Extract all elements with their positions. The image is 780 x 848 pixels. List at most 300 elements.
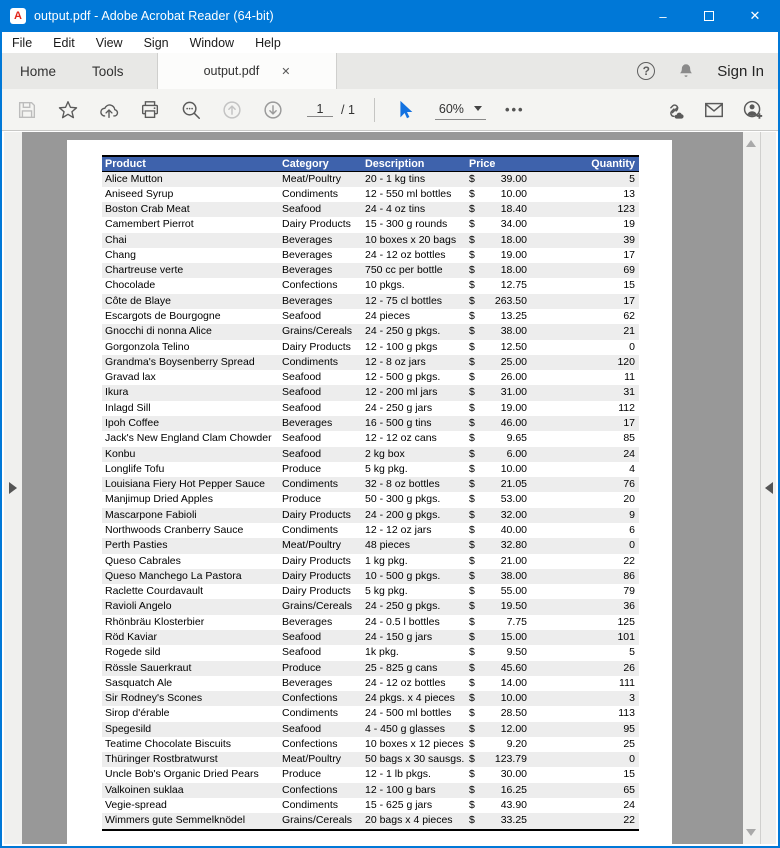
cell-description: 20 bags x 4 pieces [362, 813, 462, 829]
cell-price [462, 294, 529, 309]
pointer-icon[interactable] [394, 99, 416, 121]
table-row [102, 798, 639, 813]
cell-product: Manjimup Dried Apples [102, 492, 279, 507]
cell-product: Grandma's Boysenberry Spread [102, 355, 279, 370]
price-amount: 9.65 [506, 432, 527, 445]
price-amount: 18.00 [500, 233, 527, 246]
currency-symbol: $ [469, 799, 475, 812]
menu-view[interactable]: View [95, 35, 123, 50]
cell-quantity: 79 [529, 584, 639, 599]
cell-quantity: 24 [529, 447, 639, 462]
document-area [4, 132, 776, 844]
next-page-icon[interactable] [262, 99, 284, 121]
table-row [102, 202, 639, 217]
window-controls [640, 0, 778, 32]
price-amount: 33.25 [500, 814, 527, 827]
help-icon[interactable]: ? [637, 62, 655, 80]
cell-quantity: 4 [529, 462, 639, 477]
currency-symbol: $ [469, 355, 475, 368]
cell-category: Beverages [279, 248, 362, 263]
cell-category: Grains/Cereals [279, 813, 362, 829]
cell-category: Seafood [279, 370, 362, 385]
cell-description: 24 - 500 ml bottles [362, 706, 462, 721]
cell-description: 12 - 100 g pkgs [362, 340, 462, 355]
cell-product: Inlagd Sill [102, 401, 279, 416]
cell-category: Grains/Cereals [279, 324, 362, 339]
close-button[interactable]: ✕ [749, 8, 761, 23]
cell-quantity: 86 [529, 569, 639, 584]
account-icon[interactable] [742, 99, 764, 121]
cell-product: Chai [102, 233, 279, 248]
price-amount: 14.00 [500, 676, 527, 689]
price-amount: 19.00 [500, 248, 527, 261]
cell-quantity: 19 [529, 217, 639, 232]
cell-description: 2 kg box [362, 447, 462, 462]
tab-home[interactable]: Home [20, 63, 57, 79]
cell-category: Condiments [279, 706, 362, 721]
table-row [102, 217, 639, 232]
cell-quantity: 62 [529, 309, 639, 324]
expand-right-panel-icon[interactable] [765, 482, 773, 494]
currency-symbol: $ [469, 417, 475, 429]
cell-quantity: 11 [529, 370, 639, 385]
zoom-control[interactable] [435, 100, 486, 120]
cell-description: 15 - 300 g rounds [362, 217, 462, 232]
price-amount: 34.00 [500, 218, 527, 231]
cell-category: Condiments [279, 355, 362, 370]
price-amount: 30.00 [500, 768, 527, 781]
currency-symbol: $ [469, 371, 475, 384]
star-icon[interactable] [57, 99, 79, 121]
cell-quantity: 13 [529, 187, 639, 202]
cell-quantity: 17 [529, 248, 639, 263]
cell-quantity: 85 [529, 431, 639, 446]
price-amount: 16.25 [500, 783, 527, 796]
cell-category: Condiments [279, 477, 362, 492]
cell-product: Ipoh Coffee [102, 416, 279, 431]
share-link-icon[interactable] [664, 99, 686, 121]
table-row [102, 462, 639, 477]
cell-product: Gravad lax [102, 370, 279, 385]
table-row [102, 416, 639, 431]
cell-product: Konbu [102, 447, 279, 462]
currency-symbol: $ [469, 814, 475, 827]
cell-category: Grains/Cereals [279, 599, 362, 614]
chevron-down-icon [474, 106, 482, 111]
price-amount: 12.00 [500, 722, 527, 735]
table-row [102, 783, 639, 798]
cell-price [462, 508, 529, 523]
cell-category: Dairy Products [279, 584, 362, 599]
price-amount: 38.00 [500, 569, 527, 582]
cell-product: Queso Manchego La Pastora [102, 569, 279, 584]
cell-description: 12 - 500 g pkgs. [362, 370, 462, 385]
cell-price [462, 722, 529, 737]
table-row [102, 233, 639, 248]
currency-symbol: $ [469, 325, 475, 338]
left-panel-rail [4, 132, 22, 844]
table-row [102, 661, 639, 676]
cell-price [462, 538, 529, 553]
table-row [102, 584, 639, 599]
cell-price [462, 706, 529, 721]
cell-category: Seafood [279, 401, 362, 416]
price-amount: 45.60 [500, 661, 527, 674]
currency-symbol: $ [469, 539, 475, 552]
cell-quantity: 26 [529, 661, 639, 676]
currency-symbol: $ [469, 478, 475, 491]
cell-category: Seafood [279, 630, 362, 645]
tab-bar-right [637, 53, 764, 89]
cell-price [462, 248, 529, 263]
cell-category: Dairy Products [279, 554, 362, 569]
price-amount: 18.40 [500, 203, 527, 216]
currency-symbol: $ [469, 310, 475, 323]
cell-category: Condiments [279, 798, 362, 813]
cell-price [462, 172, 529, 187]
price-amount: 263.50 [494, 294, 527, 307]
cell-category: Beverages [279, 233, 362, 248]
cell-description: 32 - 8 oz bottles [362, 477, 462, 492]
cell-price [462, 569, 529, 584]
table-row [102, 187, 639, 202]
price-amount: 25.00 [500, 355, 527, 368]
table-row [102, 294, 639, 309]
cell-category: Condiments [279, 523, 362, 538]
cell-category: Seafood [279, 309, 362, 324]
menu-file[interactable]: File [12, 35, 33, 50]
cell-quantity: 17 [529, 416, 639, 431]
cell-price [462, 691, 529, 706]
cell-description: 24 pkgs. x 4 pieces [362, 691, 462, 706]
title-bar [2, 0, 778, 32]
price-amount: 19.00 [500, 401, 527, 414]
price-amount: 31.00 [500, 386, 527, 399]
currency-symbol: $ [469, 768, 475, 781]
table-row [102, 538, 639, 553]
cell-product: Sirop d'érable [102, 706, 279, 721]
cell-product: Jack's New England Clam Chowder [102, 431, 279, 446]
currency-symbol: $ [469, 707, 475, 720]
cell-product: Teatime Chocolate Biscuits [102, 737, 279, 752]
cell-price [462, 676, 529, 691]
cell-description: 12 - 75 cl bottles [362, 294, 462, 309]
tab-bar [2, 53, 778, 89]
cell-product: Camembert Pierrot [102, 217, 279, 232]
cell-price [462, 202, 529, 217]
price-amount: 10.00 [500, 187, 527, 200]
cell-category: Confections [279, 737, 362, 752]
cell-description: 15 - 625 g jars [362, 798, 462, 813]
cell-product: Gnocchi di nonna Alice [102, 324, 279, 339]
cell-product: Spegesild [102, 722, 279, 737]
cell-product: Thüringer Rostbratwurst [102, 752, 279, 767]
bell-icon[interactable] [677, 62, 695, 80]
table-row [102, 477, 639, 492]
cell-product: Chang [102, 248, 279, 263]
cell-category: Beverages [279, 416, 362, 431]
table-row [102, 431, 639, 446]
zoom-level: 60% [438, 101, 464, 116]
cell-category: Beverages [279, 294, 362, 309]
maximize-button[interactable] [686, 0, 732, 32]
cell-category: Produce [279, 492, 362, 507]
cell-price [462, 767, 529, 782]
currency-symbol: $ [469, 447, 475, 460]
search-icon[interactable] [180, 99, 202, 121]
cell-category: Produce [279, 767, 362, 782]
currency-symbol: $ [469, 615, 475, 628]
cloud-upload-icon[interactable] [98, 99, 120, 121]
cell-description: 10 boxes x 20 bags [362, 233, 462, 248]
currency-symbol: $ [469, 753, 475, 766]
page-navigation [307, 102, 355, 117]
cell-quantity: 0 [529, 538, 639, 553]
table-row [102, 263, 639, 278]
table-row [102, 813, 639, 829]
page-number-input[interactable] [307, 102, 333, 117]
cell-quantity: 3 [529, 691, 639, 706]
table-row [102, 278, 639, 293]
table-row [102, 599, 639, 614]
table-row [102, 752, 639, 767]
price-amount: 6.00 [506, 447, 527, 460]
table-row [102, 248, 639, 263]
cell-product: Chartreuse verte [102, 263, 279, 278]
expand-left-panel-icon[interactable] [9, 482, 17, 494]
price-amount: 13.25 [500, 310, 527, 323]
cell-category: Dairy Products [279, 340, 362, 355]
currency-symbol: $ [469, 401, 475, 414]
table-row [102, 171, 639, 187]
table-row [102, 630, 639, 645]
cell-price [462, 309, 529, 324]
cell-quantity: 0 [529, 340, 639, 355]
cell-category: Produce [279, 462, 362, 477]
cell-category: Seafood [279, 645, 362, 660]
cell-product: Mascarpone Fabioli [102, 508, 279, 523]
scroll-down-icon[interactable] [746, 829, 756, 836]
price-amount: 9.50 [506, 646, 527, 659]
price-amount: 12.75 [500, 279, 527, 292]
table-row [102, 370, 639, 385]
table-row [102, 737, 639, 752]
cell-price [462, 431, 529, 446]
currency-symbol: $ [469, 692, 475, 705]
cell-description: 24 - 250 g pkgs. [362, 599, 462, 614]
cell-product: Alice Mutton [102, 171, 279, 187]
price-amount: 38.00 [500, 325, 527, 338]
table-row [102, 309, 639, 324]
cell-quantity: 9 [529, 508, 639, 523]
cell-description: 24 - 4 oz tins [362, 202, 462, 217]
price-amount: 28.50 [500, 707, 527, 720]
cell-description: 4 - 450 g glasses [362, 722, 462, 737]
cell-quantity: 0 [529, 752, 639, 767]
cell-price [462, 783, 529, 798]
cell-category: Condiments [279, 187, 362, 202]
cell-product: Sir Rodney's Scones [102, 691, 279, 706]
currency-symbol: $ [469, 172, 475, 185]
currency-symbol: $ [469, 386, 475, 399]
header-quantity: Quantity [529, 156, 639, 171]
table-row [102, 340, 639, 355]
cell-description: 10 boxes x 12 pieces [362, 737, 462, 752]
price-amount: 53.00 [500, 493, 527, 506]
header-description: Description [362, 156, 462, 171]
table-row [102, 385, 639, 400]
toolbar [2, 89, 778, 131]
price-amount: 12.50 [500, 340, 527, 353]
currency-symbol: $ [469, 218, 475, 231]
cell-product: Queso Cabrales [102, 554, 279, 569]
print-icon[interactable] [139, 99, 161, 121]
cell-product: Northwoods Cranberry Sauce [102, 523, 279, 538]
cell-price [462, 630, 529, 645]
table-row [102, 492, 639, 507]
cell-description: 24 - 0.5 l bottles [362, 615, 462, 630]
cell-description: 24 - 200 g pkgs. [362, 508, 462, 523]
cell-quantity: 125 [529, 615, 639, 630]
menu-sign[interactable]: Sign [143, 35, 169, 50]
cell-description: 12 - 12 oz cans [362, 431, 462, 446]
tab-document[interactable] [157, 53, 337, 89]
product-table [102, 155, 639, 831]
table-row [102, 767, 639, 782]
table-row [102, 691, 639, 706]
table-row [102, 447, 639, 462]
cell-price [462, 523, 529, 538]
cell-price [462, 492, 529, 507]
cell-description: 48 pieces [362, 538, 462, 553]
cell-price [462, 661, 529, 676]
toolbar-separator [374, 98, 375, 122]
product-table-header [102, 156, 639, 171]
cell-price [462, 324, 529, 339]
cell-price [462, 401, 529, 416]
vertical-scrollbar[interactable] [743, 132, 760, 844]
cell-description: 50 - 300 g pkgs. [362, 492, 462, 507]
previous-page-icon[interactable] [221, 99, 243, 121]
cell-quantity: 24 [529, 798, 639, 813]
cell-description: 24 - 250 g pkgs. [362, 324, 462, 339]
cell-quantity: 22 [529, 813, 639, 829]
cell-category: Seafood [279, 202, 362, 217]
cell-description: 50 bags x 30 sausgs. [362, 752, 462, 767]
currency-symbol: $ [469, 432, 475, 445]
cell-category: Confections [279, 278, 362, 293]
menu-window[interactable]: Window [189, 35, 235, 50]
cell-price [462, 370, 529, 385]
cell-description: 10 pkgs. [362, 278, 462, 293]
cell-category: Beverages [279, 615, 362, 630]
currency-symbol: $ [469, 585, 475, 598]
cell-description: 1k pkg. [362, 645, 462, 660]
cell-description: 16 - 500 g tins [362, 416, 462, 431]
minimize-button[interactable]: – [659, 8, 667, 24]
cell-description: 12 - 550 ml bottles [362, 187, 462, 202]
right-panel-rail [760, 132, 776, 844]
currency-symbol: $ [469, 340, 475, 353]
currency-symbol: $ [469, 203, 475, 216]
cell-description: 12 - 8 oz jars [362, 355, 462, 370]
currency-symbol: $ [469, 600, 475, 613]
cell-category: Seafood [279, 722, 362, 737]
cell-category: Dairy Products [279, 217, 362, 232]
toolbar-left-group [16, 98, 525, 122]
table-row [102, 523, 639, 538]
price-amount: 19.50 [500, 600, 527, 613]
cell-quantity: 69 [529, 263, 639, 278]
price-amount: 39.00 [500, 172, 527, 185]
cell-price [462, 462, 529, 477]
cell-product: Louisiana Fiery Hot Pepper Sauce [102, 477, 279, 492]
currency-symbol: $ [469, 737, 475, 750]
cell-price [462, 477, 529, 492]
tab-close-icon[interactable]: ✕ [281, 65, 291, 78]
cell-description: 12 - 12 oz jars [362, 523, 462, 538]
tab-tools[interactable]: Tools [92, 63, 124, 79]
cell-description: 1 kg pkg. [362, 554, 462, 569]
cell-product: Ikura [102, 385, 279, 400]
currency-symbol: $ [469, 630, 475, 643]
cell-description: 20 - 1 kg tins [362, 171, 462, 187]
price-amount: 21.00 [500, 554, 527, 567]
cell-product: Perth Pasties [102, 538, 279, 553]
currency-symbol: $ [469, 646, 475, 659]
menu-help[interactable]: Help [255, 35, 281, 50]
table-row [102, 324, 639, 339]
cell-price [462, 599, 529, 614]
window-title: output.pdf - Adobe Acrobat Reader (64-bit) [34, 9, 274, 23]
email-icon[interactable] [703, 99, 725, 121]
price-amount: 123.79 [494, 753, 527, 766]
maximize-icon [704, 11, 714, 21]
cell-description: 24 - 12 oz bottles [362, 248, 462, 263]
sign-in-button[interactable]: Sign In [717, 62, 764, 80]
table-row [102, 722, 639, 737]
pdf-page [67, 140, 672, 844]
cell-category: Beverages [279, 263, 362, 278]
cell-category: Produce [279, 661, 362, 676]
table-row [102, 355, 639, 370]
cell-price [462, 554, 529, 569]
cell-product: Gorgonzola Telino [102, 340, 279, 355]
cell-description: 5 kg pkg. [362, 584, 462, 599]
cell-category: Confections [279, 691, 362, 706]
scroll-up-icon[interactable] [746, 140, 756, 147]
price-amount: 15.00 [500, 630, 527, 643]
menu-edit[interactable]: Edit [53, 35, 75, 50]
currency-symbol: $ [469, 233, 475, 246]
cell-quantity: 120 [529, 355, 639, 370]
cell-product: Boston Crab Meat [102, 202, 279, 217]
cell-quantity: 5 [529, 171, 639, 187]
cell-price [462, 385, 529, 400]
cell-category: Meat/Poultry [279, 538, 362, 553]
cell-price [462, 416, 529, 431]
cell-description: 24 - 150 g jars [362, 630, 462, 645]
table-row [102, 569, 639, 584]
price-amount: 21.05 [500, 478, 527, 491]
page-total-label: / 1 [341, 102, 355, 117]
cell-product: Aniseed Syrup [102, 187, 279, 202]
cell-description: 25 - 825 g cans [362, 661, 462, 676]
save-icon[interactable] [16, 99, 38, 121]
currency-symbol: $ [469, 462, 475, 475]
more-tools-button[interactable]: ••• [504, 102, 525, 117]
cell-product: Rogede sild [102, 645, 279, 660]
